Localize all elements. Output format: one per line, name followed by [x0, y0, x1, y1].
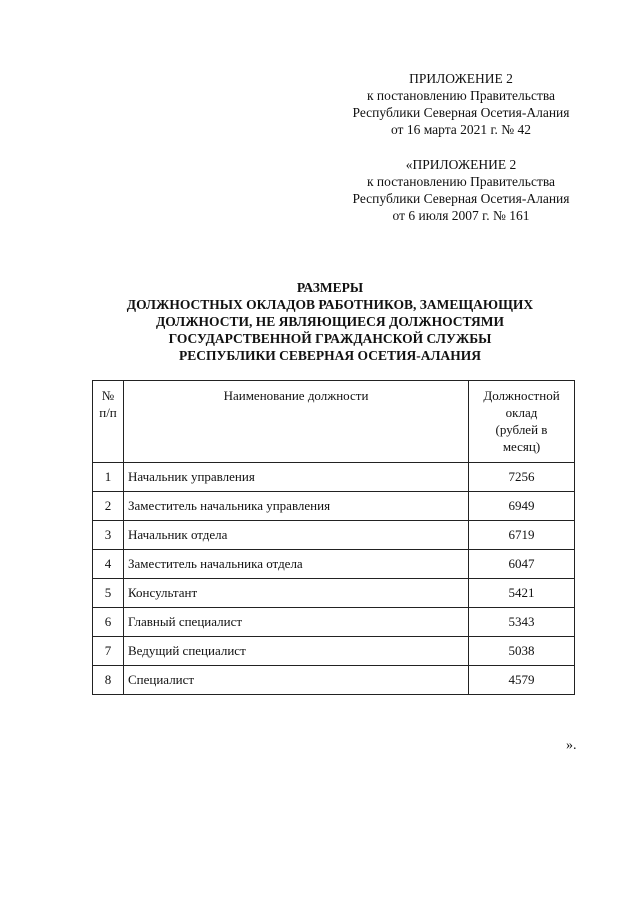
salary-table	[92, 380, 575, 695]
row-salary: 6047	[469, 550, 575, 579]
appendix-line: от 16 марта 2021 г. № 42	[390, 122, 532, 137]
row-position-name: Специалист	[124, 666, 469, 695]
row-salary: 5343	[469, 608, 575, 637]
row-number: 6	[93, 608, 124, 637]
appendix-line: к постановлению Правительства	[366, 88, 556, 103]
row-salary: 6949	[469, 492, 575, 521]
table-row	[93, 637, 575, 666]
row-position-name: Начальник управления	[124, 463, 469, 492]
appendix-line: Республики Северная Осетия-Алания	[352, 191, 570, 206]
row-number: 3	[93, 521, 124, 550]
table-row	[93, 579, 575, 608]
title-line: ГОСУДАРСТВЕННОЙ ГРАЖДАНСКОЙ СЛУЖБЫ	[168, 331, 492, 346]
appendix-line: «ПРИЛОЖЕНИЕ 2	[405, 157, 517, 172]
row-number: 2	[93, 492, 124, 521]
row-number: 5	[93, 579, 124, 608]
document-title	[60, 279, 600, 364]
appendix-line: к постановлению Правительства	[366, 174, 556, 189]
row-number: 4	[93, 550, 124, 579]
title-line: РЕСПУБЛИКИ СЕВЕРНАЯ ОСЕТИЯ-АЛАНИЯ	[178, 348, 482, 363]
table-row	[93, 666, 575, 695]
table-row	[93, 463, 575, 492]
row-salary: 7256	[469, 463, 575, 492]
appendix-header-current	[330, 70, 592, 138]
header-position-name: Наименование должности	[124, 381, 469, 463]
closing-quote-mark: ».	[566, 738, 577, 753]
row-number: 1	[93, 463, 124, 492]
row-number: 8	[93, 666, 124, 695]
header-salary: Должностной оклад (рублей в месяц)	[469, 381, 575, 463]
table-row	[93, 492, 575, 521]
row-number: 7	[93, 637, 124, 666]
row-position-name: Консультант	[124, 579, 469, 608]
appendix-line: ПРИЛОЖЕНИЕ 2	[409, 71, 513, 86]
table-row	[93, 608, 575, 637]
table-row	[93, 550, 575, 579]
row-position-name: Ведущий специалист	[124, 637, 469, 666]
appendix-line: Республики Северная Осетия-Алания	[352, 105, 570, 120]
appendix-line: от 6 июля 2007 г. № 161	[392, 208, 530, 223]
row-salary: 5421	[469, 579, 575, 608]
row-salary: 4579	[469, 666, 575, 695]
row-salary: 6719	[469, 521, 575, 550]
row-position-name: Главный специалист	[124, 608, 469, 637]
title-line: РАЗМЕРЫ	[296, 280, 364, 295]
row-position-name: Начальник отдела	[124, 521, 469, 550]
header-number: № п/п	[93, 381, 124, 463]
appendix-header-original	[330, 156, 592, 224]
row-salary: 5038	[469, 637, 575, 666]
table-header-row	[93, 381, 575, 463]
title-line: ДОЛЖНОСТИ, НЕ ЯВЛЯЮЩИЕСЯ ДОЛЖНОСТЯМИ	[156, 314, 504, 329]
row-position-name: Заместитель начальника управления	[124, 492, 469, 521]
title-line: ДОЛЖНОСТНЫХ ОКЛАДОВ РАБОТНИКОВ, ЗАМЕЩАЮЩИХ	[126, 297, 534, 312]
row-position-name: Заместитель начальника отдела	[124, 550, 469, 579]
table-row	[93, 521, 575, 550]
